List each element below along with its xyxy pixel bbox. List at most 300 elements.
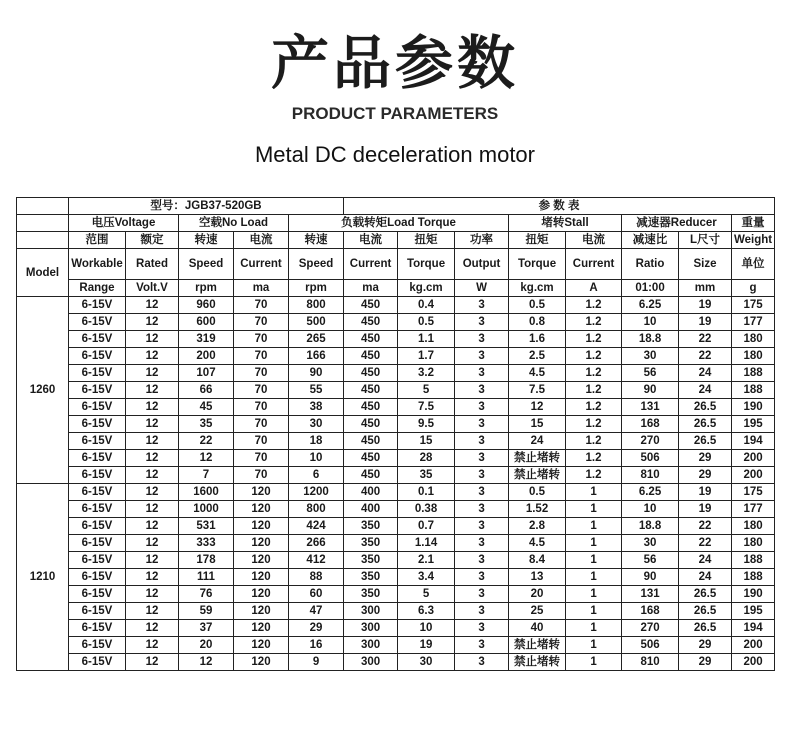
table-cell: 6-15V — [69, 603, 126, 620]
table-cell: 450 — [344, 416, 398, 433]
table-cell: 26.5 — [679, 433, 732, 450]
table-cell: 70 — [234, 365, 289, 382]
model-spec-header: 型号：JGB37-520GB — [69, 198, 344, 215]
model-cell: 1260 — [17, 297, 69, 484]
table-cell: 22 — [679, 535, 732, 552]
table-row — [17, 552, 775, 569]
table-cell: 4.5 — [509, 535, 566, 552]
table-cell: 24 — [679, 382, 732, 399]
table-cell: 1 — [566, 586, 622, 603]
table-cell: 131 — [622, 399, 679, 416]
table-cell: 200 — [732, 467, 775, 484]
table-cell: 9.5 — [398, 416, 455, 433]
table-cell: 40 — [509, 620, 566, 637]
table-cell: 266 — [289, 535, 344, 552]
weight-header: 重量 — [732, 215, 775, 232]
table-cell: 200 — [732, 450, 775, 467]
table-cell: 6-15V — [69, 297, 126, 314]
col-header-cn: 额定 — [126, 232, 179, 249]
table-cell: 3 — [455, 297, 509, 314]
table-cell: 70 — [234, 433, 289, 450]
table-cell: 1 — [566, 603, 622, 620]
table-row — [17, 467, 775, 484]
table-cell: 15 — [509, 416, 566, 433]
param-table-header: 参 数 表 — [344, 198, 775, 215]
table-cell: 90 — [622, 569, 679, 586]
table-cell: 90 — [622, 382, 679, 399]
table-row — [17, 569, 775, 586]
table-cell: 24 — [679, 569, 732, 586]
page-title: 产品参数 — [270, 29, 519, 97]
table-cell: 450 — [344, 450, 398, 467]
table-cell: 35 — [398, 467, 455, 484]
table-cell: 24 — [509, 433, 566, 450]
table-cell: 500 — [289, 314, 344, 331]
table-cell: 16 — [289, 637, 344, 654]
table-cell: 3 — [455, 399, 509, 416]
table-cell: 120 — [234, 535, 289, 552]
table-cell: 59 — [179, 603, 234, 620]
table-cell: 12 — [126, 620, 179, 637]
unit-header: 01:00 — [622, 280, 679, 297]
table-cell: 180 — [732, 331, 775, 348]
table-cell: 265 — [289, 331, 344, 348]
table-row — [17, 654, 775, 671]
table-cell: 450 — [344, 348, 398, 365]
table-cell: 960 — [179, 297, 234, 314]
unit-header: kg.cm — [398, 280, 455, 297]
table-cell: 7.5 — [509, 382, 566, 399]
table-cell: 22 — [679, 518, 732, 535]
table-cell: 12 — [126, 348, 179, 365]
table-cell: 3 — [455, 433, 509, 450]
unit-header: ma — [344, 280, 398, 297]
header-row-4 — [17, 249, 775, 280]
table-cell: 1.2 — [566, 399, 622, 416]
table-cell: 1.2 — [566, 314, 622, 331]
header-row-1 — [17, 198, 775, 215]
table-cell: 12 — [126, 654, 179, 671]
table-cell: 120 — [234, 586, 289, 603]
table-cell: 333 — [179, 535, 234, 552]
table-cell: 0.8 — [509, 314, 566, 331]
table-cell: 26.5 — [679, 620, 732, 637]
table-cell: 1 — [566, 654, 622, 671]
table-cell: 6-15V — [69, 416, 126, 433]
table-cell: 5 — [398, 382, 455, 399]
table-cell: 1000 — [179, 501, 234, 518]
table-cell: 10 — [398, 620, 455, 637]
blank-cell — [17, 215, 69, 232]
table-cell: 6-15V — [69, 620, 126, 637]
table-cell: 12 — [126, 433, 179, 450]
table-cell: 350 — [344, 586, 398, 603]
table-cell: 12 — [126, 484, 179, 501]
table-cell: 107 — [179, 365, 234, 382]
table-cell: 3 — [455, 518, 509, 535]
model-label: Model — [17, 249, 69, 297]
table-row — [17, 314, 775, 331]
table-cell: 180 — [732, 535, 775, 552]
table-cell: 1 — [566, 518, 622, 535]
table-cell: 7.5 — [398, 399, 455, 416]
table-cell: 3 — [455, 552, 509, 569]
table-cell: 0.4 — [398, 297, 455, 314]
table-row — [17, 501, 775, 518]
table-cell: 1.1 — [398, 331, 455, 348]
table-cell: 1200 — [289, 484, 344, 501]
table-row — [17, 399, 775, 416]
table-body — [17, 297, 775, 671]
table-cell: 200 — [732, 654, 775, 671]
table-cell: 1.7 — [398, 348, 455, 365]
unit-header: kg.cm — [509, 280, 566, 297]
table-cell: 6.25 — [622, 297, 679, 314]
table-cell: 24 — [679, 365, 732, 382]
table-cell: 29 — [679, 654, 732, 671]
table-cell: 6-15V — [69, 348, 126, 365]
table-cell: 3 — [455, 348, 509, 365]
table-cell: 25 — [509, 603, 566, 620]
table-cell: 3 — [455, 365, 509, 382]
table-cell: 350 — [344, 535, 398, 552]
table-cell: 26.5 — [679, 586, 732, 603]
table-cell: 3 — [455, 569, 509, 586]
table-cell: 1.52 — [509, 501, 566, 518]
table-cell: 1 — [566, 637, 622, 654]
table-cell: 810 — [622, 467, 679, 484]
model-cell: 1210 — [17, 484, 69, 671]
table-row — [17, 416, 775, 433]
table-cell: 120 — [234, 501, 289, 518]
table-cell: 4.5 — [509, 365, 566, 382]
table-cell: 35 — [179, 416, 234, 433]
table-cell: 3 — [455, 586, 509, 603]
table-cell: 3 — [455, 603, 509, 620]
table-row — [17, 433, 775, 450]
table-row — [17, 484, 775, 501]
table-cell: 175 — [732, 484, 775, 501]
table-cell: 166 — [289, 348, 344, 365]
table-cell: 3 — [455, 484, 509, 501]
table-cell: 70 — [234, 331, 289, 348]
table-cell: 3 — [455, 467, 509, 484]
table-cell: 195 — [732, 603, 775, 620]
unit-header: mm — [679, 280, 732, 297]
table-cell: 6-15V — [69, 382, 126, 399]
table-cell: 200 — [732, 637, 775, 654]
table-cell: 450 — [344, 365, 398, 382]
table-cell: 2.1 — [398, 552, 455, 569]
table-cell: 1 — [566, 569, 622, 586]
col-header-en: Rated — [126, 249, 179, 280]
table-cell: 76 — [179, 586, 234, 603]
col-header-en: Current — [566, 249, 622, 280]
table-cell: 300 — [344, 637, 398, 654]
table-cell: 190 — [732, 399, 775, 416]
table-cell: 412 — [289, 552, 344, 569]
table-cell: 70 — [234, 314, 289, 331]
table-cell: 12 — [126, 535, 179, 552]
header-row-2 — [17, 215, 775, 232]
table-cell: 20 — [509, 586, 566, 603]
table-cell: 300 — [344, 620, 398, 637]
table-cell: 12 — [126, 467, 179, 484]
table-cell: 12 — [179, 654, 234, 671]
table-cell: 29 — [679, 637, 732, 654]
stall-header: 堵转Stall — [509, 215, 622, 232]
table-cell: 450 — [344, 314, 398, 331]
table-cell: 3 — [455, 620, 509, 637]
table-cell: 12 — [126, 586, 179, 603]
table-cell: 400 — [344, 484, 398, 501]
table-cell: 810 — [622, 654, 679, 671]
table-cell: 120 — [234, 552, 289, 569]
table-cell: 55 — [289, 382, 344, 399]
col-header-en: 单位 — [732, 249, 775, 280]
unit-header: Volt.V — [126, 280, 179, 297]
table-cell: 424 — [289, 518, 344, 535]
table-cell: 12 — [126, 501, 179, 518]
table-cell: 26.5 — [679, 416, 732, 433]
table-cell: 177 — [732, 501, 775, 518]
no-load-header: 空载No Load — [179, 215, 289, 232]
table-cell: 1.2 — [566, 348, 622, 365]
table-cell: 26.5 — [679, 399, 732, 416]
table-cell: 600 — [179, 314, 234, 331]
table-cell: 18.8 — [622, 518, 679, 535]
table-cell: 800 — [289, 501, 344, 518]
table-cell: 120 — [234, 620, 289, 637]
col-header-cn: 电流 — [566, 232, 622, 249]
col-header-cn: 减速比 — [622, 232, 679, 249]
table-cell: 180 — [732, 348, 775, 365]
table-row — [17, 603, 775, 620]
table-cell: 450 — [344, 297, 398, 314]
table-cell: 0.5 — [398, 314, 455, 331]
table-cell: 175 — [732, 297, 775, 314]
table-cell: 22 — [179, 433, 234, 450]
table-cell: 6-15V — [69, 654, 126, 671]
table-cell: 6-15V — [69, 569, 126, 586]
unit-header: Range — [69, 280, 126, 297]
col-header-en: Output — [455, 249, 509, 280]
table-cell: 29 — [679, 467, 732, 484]
table-cell: 190 — [732, 586, 775, 603]
table-cell: 300 — [344, 654, 398, 671]
table-cell: 188 — [732, 382, 775, 399]
col-header-en: Speed — [289, 249, 344, 280]
table-cell: 66 — [179, 382, 234, 399]
table-cell: 506 — [622, 637, 679, 654]
col-header-cn: 扭矩 — [398, 232, 455, 249]
table-cell: 90 — [289, 365, 344, 382]
table-cell: 178 — [179, 552, 234, 569]
table-cell: 1.14 — [398, 535, 455, 552]
blank-cell — [17, 232, 69, 249]
table-row — [17, 535, 775, 552]
table-cell: 3 — [455, 501, 509, 518]
table-cell: 3 — [455, 654, 509, 671]
table-cell: 120 — [234, 603, 289, 620]
table-cell: 6-15V — [69, 433, 126, 450]
table-cell: 12 — [126, 416, 179, 433]
unit-header: ma — [234, 280, 289, 297]
table-cell: 38 — [289, 399, 344, 416]
header-row-3 — [17, 232, 775, 249]
table-cell: 70 — [234, 348, 289, 365]
table-cell: 禁止堵转 — [509, 654, 566, 671]
table-cell: 3 — [455, 331, 509, 348]
table-row — [17, 637, 775, 654]
table-row — [17, 586, 775, 603]
table-cell: 6-15V — [69, 450, 126, 467]
table-cell: 188 — [732, 552, 775, 569]
col-header-cn: 扭矩 — [509, 232, 566, 249]
col-header-cn: 范围 — [69, 232, 126, 249]
col-header-en: Torque — [398, 249, 455, 280]
unit-header: g — [732, 280, 775, 297]
col-header-cn: 功率 — [455, 232, 509, 249]
table-cell: 6-15V — [69, 518, 126, 535]
table-cell: 12 — [126, 314, 179, 331]
table-cell: 56 — [622, 365, 679, 382]
table-cell: 12 — [126, 569, 179, 586]
table-cell: 450 — [344, 382, 398, 399]
table-cell: 188 — [732, 365, 775, 382]
page-title-english: PRODUCT PARAMETERS — [291, 104, 499, 123]
reducer-header: 减速器Reducer — [622, 215, 732, 232]
table-cell: 1.2 — [566, 467, 622, 484]
table-cell: 10 — [622, 314, 679, 331]
table-cell: 6-15V — [69, 501, 126, 518]
table-cell: 400 — [344, 501, 398, 518]
table-cell: 56 — [622, 552, 679, 569]
table-cell: 12 — [126, 450, 179, 467]
table-cell: 3 — [455, 637, 509, 654]
table-row — [17, 331, 775, 348]
table-cell: 168 — [622, 416, 679, 433]
table-cell: 3.4 — [398, 569, 455, 586]
col-header-en: Current — [344, 249, 398, 280]
table-cell: 22 — [679, 348, 732, 365]
table-cell: 6-15V — [69, 365, 126, 382]
load-torque-header: 负载转矩Load Torque — [289, 215, 509, 232]
table-row — [17, 365, 775, 382]
table-cell: 180 — [732, 518, 775, 535]
table-row — [17, 620, 775, 637]
table-cell: 3.2 — [398, 365, 455, 382]
table-cell: 12 — [126, 552, 179, 569]
table-cell: 9 — [289, 654, 344, 671]
col-header-cn: 转速 — [289, 232, 344, 249]
col-header-en: Workable — [69, 249, 126, 280]
table-cell: 70 — [234, 416, 289, 433]
table-cell: 2.8 — [509, 518, 566, 535]
table-cell: 319 — [179, 331, 234, 348]
table-cell: 12 — [126, 297, 179, 314]
table-cell: 12 — [126, 331, 179, 348]
table-cell: 200 — [179, 348, 234, 365]
table-cell: 70 — [234, 382, 289, 399]
col-header-en: Current — [234, 249, 289, 280]
table-cell: 1 — [566, 484, 622, 501]
table-cell: 1 — [566, 535, 622, 552]
blank-corner — [17, 198, 69, 215]
table-cell: 450 — [344, 433, 398, 450]
table-cell: 0.7 — [398, 518, 455, 535]
table-cell: 禁止堵转 — [509, 450, 566, 467]
table-cell: 450 — [344, 399, 398, 416]
table-cell: 188 — [732, 569, 775, 586]
table-cell: 3 — [455, 382, 509, 399]
table-cell: 19 — [398, 637, 455, 654]
table-cell: 6-15V — [69, 637, 126, 654]
col-header-en: Ratio — [622, 249, 679, 280]
table-cell: 6-15V — [69, 552, 126, 569]
table-cell: 47 — [289, 603, 344, 620]
table-cell: 3 — [455, 450, 509, 467]
table-cell: 1 — [566, 501, 622, 518]
table-row — [17, 348, 775, 365]
table-cell: 24 — [679, 552, 732, 569]
table-cell: 0.5 — [509, 484, 566, 501]
table-cell: 120 — [234, 637, 289, 654]
col-header-cn: L尺寸 — [679, 232, 732, 249]
table-cell: 6-15V — [69, 399, 126, 416]
table-cell: 6 — [289, 467, 344, 484]
table-cell: 1 — [566, 552, 622, 569]
table-cell: 350 — [344, 518, 398, 535]
table-cell: 6-15V — [69, 467, 126, 484]
table-cell: 60 — [289, 586, 344, 603]
table-cell: 70 — [234, 399, 289, 416]
table-cell: 30 — [622, 535, 679, 552]
table-cell: 30 — [622, 348, 679, 365]
table-cell: 12 — [126, 603, 179, 620]
table-cell: 350 — [344, 569, 398, 586]
col-header-cn: Weight — [732, 232, 775, 249]
table-cell: 120 — [234, 518, 289, 535]
table-cell: 13 — [509, 569, 566, 586]
unit-header: rpm — [289, 280, 344, 297]
table-cell: 12 — [509, 399, 566, 416]
table-cell: 12 — [126, 382, 179, 399]
table-cell: 22 — [679, 331, 732, 348]
table-cell: 10 — [622, 501, 679, 518]
table-cell: 120 — [234, 654, 289, 671]
table-cell: 18.8 — [622, 331, 679, 348]
table-cell: 7 — [179, 467, 234, 484]
table-cell: 131 — [622, 586, 679, 603]
table-cell: 10 — [289, 450, 344, 467]
table-cell: 6-15V — [69, 331, 126, 348]
table-cell: 450 — [344, 331, 398, 348]
table-row — [17, 518, 775, 535]
table-cell: 350 — [344, 552, 398, 569]
table-cell: 45 — [179, 399, 234, 416]
table-cell: 12 — [126, 365, 179, 382]
table-cell: 26.5 — [679, 603, 732, 620]
table-cell: 1.6 — [509, 331, 566, 348]
table-cell: 8.4 — [509, 552, 566, 569]
table-cell: 3 — [455, 416, 509, 433]
table-cell: 88 — [289, 569, 344, 586]
table-cell: 30 — [398, 654, 455, 671]
table-cell: 37 — [179, 620, 234, 637]
table-cell: 29 — [289, 620, 344, 637]
table-cell: 禁止堵转 — [509, 467, 566, 484]
